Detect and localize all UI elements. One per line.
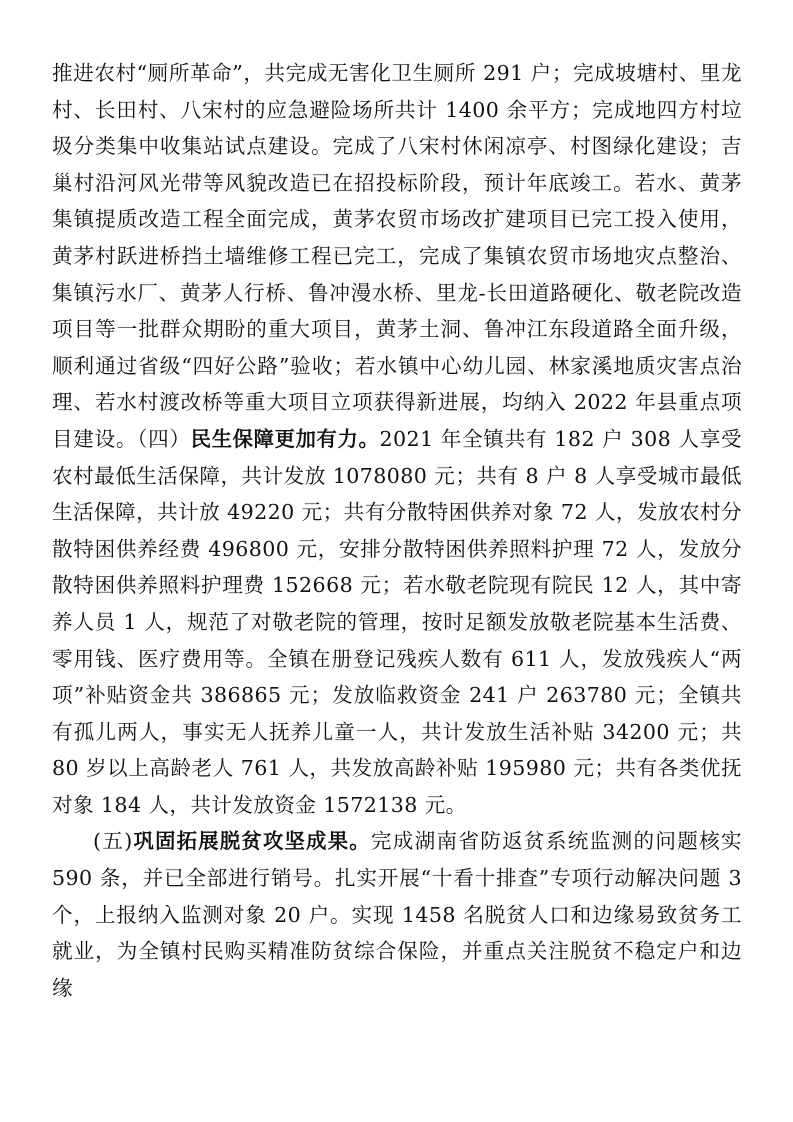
document-page [52,55,742,1006]
paragraph-rural-construction-and-livelihood [52,55,742,823]
section-number: （四） [137,426,191,451]
section-heading-livelihood: 民生保障更加有力。 [190,426,380,451]
paragraph-body-text: 完成湖南省防返贫系统监测的问题核实 590 条，并已全部进行销号。扎实开展“十看十排查”专项行动解决问题 3 个，上报纳入监测对象 20 户。实现 1458 名脱贫人口和边缘易致贫务工就业，为全镇村民购买精准防贫综合保险，并重点关注脱贫不稳定户和边缘 [52,829,742,1000]
section-number: (五) [93,829,133,854]
paragraph-poverty-alleviation [52,823,742,1006]
section-heading-poverty-alleviation: 巩固拓展脱贫攻坚成果。 [132,829,371,854]
paragraph-body-text: 推进农村“厕所革命”，共完成无害化卫生厕所 291 户；完成坡塘村、里龙村、长田村、八宋村的应急避险场所共计 1400 余平方；完成地四方村垃圾分类集中收集站试点建设。完成了八宋村休闲凉亭、村图绿化建设；吉巢村沿河风光带等风貌改造已在招投标阶段，预计年底竣工。若水、黄茅集镇提质改造工程全面完成，黄茅农贸市场改扩建项目已完工投入使用，黄茅村跃进桥挡土墙维修工程已完工，完成了集镇农贸市场地灾点整治、集镇污水厂、黄茅人行桥、鲁冲漫水桥、里龙-长田道路硬化、敬老院改造项目等一批群众期盼的重大项目，黄茅土洞、鲁冲江东段道路全面升级，顺利通过省级“四好公路”验收；若水镇中心幼儿园、林家溪地质灾害点治理、若水村渡改桥等重大项目立项获得新进展，均纳入 2022 年县重点项目建设。 [52,61,742,451]
paragraph-body-text: 2021 年全镇共有 182 户 308 人享受农村最低生活保障，共计发放 1078080 元；共有 8 户 8 人享受城市最低生活保障，共计放 49220 元；共有分散特困供养对象 72 人，发放农村分散特困供养经费 496800 元，安排分散特困供养照料护理 72 人，发放分散特困供养照料护理费 152668 元；若水敬老院现有院民 12 人，其中寄养人员 1 人，规范了对敬老院的管理，按时足额发放敬老院基本生活费、零用钱、医疗费用等。全镇在册登记残疾人数有 611 人，发放残疾人“两项”补贴资金共 386865 元；发放临救资金 241 户 263780 元；全镇共有孤儿两人，事实无人抚养儿童一人，共计发放生活补贴 34200 元；共 80 岁以上高龄老人 761 人，共发放高龄补贴 195980 元；共有各类优抚对象 184 人，共计发放资金 1572138 元。 [52,426,742,817]
